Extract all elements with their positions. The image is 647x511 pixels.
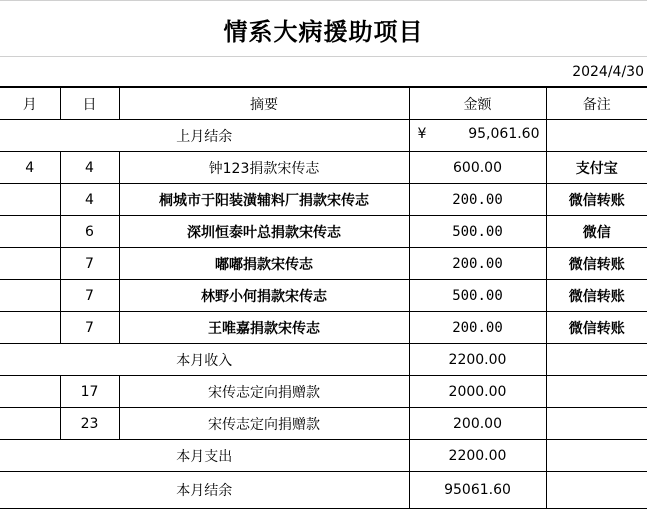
cell-month[interactable]: 4 xyxy=(0,152,60,184)
income-total-note[interactable] xyxy=(546,344,647,376)
cell-day[interactable]: 7 xyxy=(60,312,119,344)
income-total-amount[interactable]: 2200.00 xyxy=(409,344,546,376)
cell-summary[interactable]: 宋传志定向捐赠款 xyxy=(119,376,409,408)
cell-day[interactable]: 4 xyxy=(60,184,119,216)
table-row xyxy=(0,216,647,248)
cell-note[interactable]: 微信转账 xyxy=(546,248,647,280)
cell-summary[interactable]: 嘟嘟捐款宋传志 xyxy=(119,248,409,280)
balance-amount[interactable]: 95061.60 xyxy=(409,472,546,509)
header-row xyxy=(0,88,647,120)
cell-amount[interactable]: 200.00 xyxy=(409,184,546,216)
income-total-row xyxy=(0,344,647,376)
cell-note[interactable] xyxy=(546,376,647,408)
cell-note[interactable]: 支付宝 xyxy=(546,152,647,184)
carry-over-row xyxy=(0,120,647,152)
table-row xyxy=(0,280,647,312)
cell-amount[interactable]: 2000.00 xyxy=(409,376,546,408)
cell-summary[interactable]: 王唯嘉捐款宋传志 xyxy=(119,312,409,344)
cell-note[interactable]: 微信 xyxy=(546,216,647,248)
cell-month[interactable] xyxy=(0,280,60,312)
cell-amount[interactable]: 200.00 xyxy=(409,248,546,280)
carry-over-note[interactable] xyxy=(546,120,647,152)
cell-month[interactable] xyxy=(0,216,60,248)
cell-summary[interactable]: 钟123捐款宋传志 xyxy=(119,152,409,184)
cell-note[interactable] xyxy=(546,408,647,440)
cell-amount[interactable]: 200.00 xyxy=(409,408,546,440)
cell-amount[interactable]: 500.00 xyxy=(409,280,546,312)
cell-day[interactable]: 23 xyxy=(60,408,119,440)
cell-day[interactable]: 4 xyxy=(60,152,119,184)
cell-summary[interactable]: 深圳恒泰叶总捐款宋传志 xyxy=(119,216,409,248)
cell-amount[interactable]: 500.00 xyxy=(409,216,546,248)
balance-row xyxy=(0,472,647,509)
cell-month[interactable] xyxy=(0,376,60,408)
date-row xyxy=(0,56,647,87)
header-amount[interactable]: 金额 xyxy=(409,88,546,120)
cell-month[interactable] xyxy=(0,184,60,216)
cell-day[interactable]: 17 xyxy=(60,376,119,408)
header-day[interactable]: 日 xyxy=(60,88,119,120)
cell-note[interactable]: 微信转账 xyxy=(546,312,647,344)
expense-total-note[interactable] xyxy=(546,440,647,472)
header-month[interactable]: 月 xyxy=(0,88,60,120)
balance-label[interactable]: 本月结余 xyxy=(0,472,409,509)
carry-over-amount: 95,061.60 xyxy=(468,126,540,142)
cell-day[interactable]: 6 xyxy=(60,216,119,248)
table-row xyxy=(0,376,647,408)
cell-amount[interactable]: 200.00 xyxy=(409,312,546,344)
expense-total-label[interactable]: 本月支出 xyxy=(0,440,409,472)
cell-month[interactable] xyxy=(0,408,60,440)
report-date: 2024/4/30 xyxy=(572,64,644,80)
cell-note[interactable]: 微信转账 xyxy=(546,280,647,312)
expense-total-amount[interactable]: 2200.00 xyxy=(409,440,546,472)
cell-summary[interactable]: 桐城市于阳装潢辅料厂捐款宋传志 xyxy=(119,184,409,216)
expense-total-row xyxy=(0,440,647,472)
cell-note[interactable]: 微信转账 xyxy=(546,184,647,216)
income-total-label[interactable]: 本月收入 xyxy=(0,344,409,376)
cell-day[interactable]: 7 xyxy=(60,280,119,312)
header-summary[interactable]: 摘要 xyxy=(119,88,409,120)
cell-month[interactable] xyxy=(0,248,60,280)
table-row xyxy=(0,184,647,216)
ledger-table xyxy=(0,87,647,509)
balance-note[interactable] xyxy=(546,472,647,509)
cell-summary[interactable]: 宋传志定向捐赠款 xyxy=(119,408,409,440)
table-row xyxy=(0,152,647,184)
carry-over-amount-cell[interactable] xyxy=(409,120,546,152)
table-row xyxy=(0,408,647,440)
table-row xyxy=(0,312,647,344)
cell-day[interactable]: 7 xyxy=(60,248,119,280)
header-note[interactable]: 备注 xyxy=(546,88,647,120)
currency-symbol: ¥ xyxy=(417,126,427,142)
carry-over-label[interactable]: 上月结余 xyxy=(0,120,409,152)
cell-amount[interactable]: 600.00 xyxy=(409,152,546,184)
table-row xyxy=(0,248,647,280)
cell-month[interactable] xyxy=(0,312,60,344)
cell-summary[interactable]: 林野小何捐款宋传志 xyxy=(119,280,409,312)
sheet-title: 情系大病援助项目 xyxy=(0,0,647,57)
